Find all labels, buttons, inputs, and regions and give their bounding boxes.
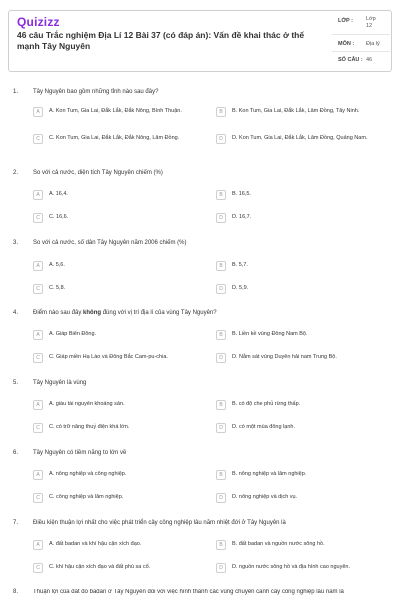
- option-text: A. đất badan và khí hậu cận xích đạo.: [49, 541, 142, 547]
- question-text-part: đúng với vị trí địa lí của vùng Tây Nguyên?: [101, 310, 217, 316]
- option-letter-badge: A: [33, 400, 43, 410]
- option-text: D. nguồn nước sông hồ và địa hình cao nguyên.: [232, 564, 350, 570]
- option-text: B. Liền kề vùng Đông Nam Bộ.: [232, 331, 308, 337]
- option-letter-badge: B: [216, 540, 226, 550]
- option-text: C. Kon Tum, Gia Lai, Đắk Lắk, Đắk Nông, Lâm Đồng.: [49, 135, 180, 141]
- count-label: SỐ CÂU :: [338, 57, 363, 63]
- option-text: B. 5,7.: [232, 262, 248, 268]
- option-text: C. Giáp miền Hạ Lào và Đông Bắc Cam-pu-chia.: [49, 354, 168, 360]
- option-letter-badge: B: [216, 330, 226, 340]
- option-letter-badge: B: [216, 400, 226, 410]
- option-text: C. công nghiệp và lâm nghiệp.: [49, 494, 124, 500]
- question-number: 1.: [13, 89, 19, 95]
- option-text: C. 5,8.: [49, 285, 66, 291]
- question-number: 3.: [13, 240, 19, 246]
- option-letter-badge: D: [216, 493, 226, 503]
- option-text: D. Kon Tum, Gia Lai, Đắk Lắk, Lâm Đồng, Quảng Nam.: [232, 135, 368, 141]
- question-number: 5.: [13, 380, 19, 386]
- option-letter-badge: B: [216, 107, 226, 117]
- option-letter-badge: A: [33, 540, 43, 550]
- question-text: So với cả nước, diện tích Tây Nguyên chiếm (%): [33, 170, 163, 176]
- option-letter-badge: A: [33, 261, 43, 271]
- subject-label: MÔN :: [338, 41, 355, 47]
- option-letter-badge: C: [33, 353, 43, 363]
- option-letter-badge: D: [216, 423, 226, 433]
- meta-divider: [332, 34, 390, 35]
- question-text-part: Điểm nào sau đây: [33, 310, 84, 316]
- option-text: B. nông nghiệp và lâm nghiệp.: [232, 471, 307, 477]
- option-text: A. nông nghiệp và công nghiệp.: [49, 471, 127, 477]
- option-letter-badge: A: [33, 190, 43, 200]
- option-letter-badge: B: [216, 190, 226, 200]
- question-text: [33, 310, 388, 316]
- option-text: B. 16,5.: [232, 191, 251, 197]
- question-number: 6.: [13, 450, 19, 456]
- option-text: A. 16,4.: [49, 191, 68, 197]
- question-text: Tây Nguyên bao gồm những tỉnh nào sau đây?: [33, 89, 159, 95]
- option-letter-badge: A: [33, 470, 43, 480]
- option-text: C. có trữ năng thuỷ điện khá lớn.: [49, 424, 130, 430]
- option-text: A. giàu tài nguyên khoáng sản.: [49, 401, 125, 407]
- option-text: B. đất badan và nguồn nước sông hồ.: [232, 541, 325, 547]
- option-letter-badge: C: [33, 213, 43, 223]
- count-value: 46: [366, 57, 373, 63]
- question-number: 8.: [13, 589, 19, 595]
- option-letter-badge: D: [216, 213, 226, 223]
- option-letter-badge: B: [216, 261, 226, 271]
- option-text: D. nông nghiệp và dịch vụ.: [232, 494, 298, 500]
- option-text: D. 5,9.: [232, 285, 249, 291]
- option-text: D. 16,7.: [232, 214, 252, 220]
- question-text: Thuận lợi của đất đỏ badan ở Tây Nguyên đối với việc hình thành các vùng chuyên canh cây công nghiệp lâu năm là: [33, 589, 344, 595]
- question-text: So với cả nước, số dân Tây Nguyên năm 2006 chiếm (%): [33, 240, 187, 246]
- question-number: 2.: [13, 170, 19, 176]
- option-letter-badge: D: [216, 353, 226, 363]
- page-title: 46 câu Trắc nghiệm Địa Lí 12 Bài 37 (có đáp án): Vấn đề khai thác ở thế mạnh Tây Nguyên: [17, 30, 305, 51]
- header-card: [8, 10, 392, 72]
- option-letter-badge: B: [216, 470, 226, 480]
- option-letter-badge: C: [33, 284, 43, 294]
- question-number: 4.: [13, 310, 19, 316]
- subject-value: Địa lý: [366, 41, 380, 47]
- option-text: D. có một mùa đông lạnh.: [232, 424, 295, 430]
- option-letter-badge: D: [216, 563, 226, 573]
- option-text: A. Giáp Biển Đông.: [49, 331, 97, 337]
- option-text: B. có độ che phủ rừng thấp.: [232, 401, 301, 407]
- option-letter-badge: A: [33, 330, 43, 340]
- option-letter-badge: D: [216, 284, 226, 294]
- meta-divider: [332, 51, 390, 52]
- option-text: A. Kon Tum, Gia Lai, Đắk Lắk, Đắk Nông, Bình Thuận.: [49, 108, 182, 114]
- option-letter-badge: C: [33, 493, 43, 503]
- option-text: A. 5,6.: [49, 262, 65, 268]
- option-text: B. Kon Tum, Gia Lai, Đắk Lắk, Lâm Đồng, Tây Ninh.: [232, 108, 360, 114]
- option-letter-badge: C: [33, 423, 43, 433]
- quizizz-logo: Quizizz: [17, 15, 60, 29]
- question-text: Điều kiện thuận lợi nhất cho việc phát triển cây công nghiệp lâu năm nhiệt đới ở Tây Nguyên là: [33, 520, 286, 526]
- option-text: C. 16,6.: [49, 214, 69, 220]
- option-letter-badge: C: [33, 134, 43, 144]
- question-number: 7.: [13, 520, 19, 526]
- question-emphasis: không: [83, 310, 102, 316]
- question-text: Tây Nguyên là vùng: [33, 380, 87, 386]
- class-value: Lớp 12: [366, 16, 376, 29]
- option-letter-badge: A: [33, 107, 43, 117]
- question-text: Tây Nguyên có tiềm năng to lớn về: [33, 450, 127, 456]
- option-letter-badge: C: [33, 563, 43, 573]
- meta-panel: [332, 11, 390, 71]
- option-text: D. Nằm sát vùng Duyên hải nam Trung Bộ.: [232, 354, 337, 360]
- option-letter-badge: D: [216, 134, 226, 144]
- option-text: C. khí hậu cận xích đạo và đất phù sa cổ.: [49, 564, 151, 570]
- class-label: LỚP :: [338, 18, 353, 24]
